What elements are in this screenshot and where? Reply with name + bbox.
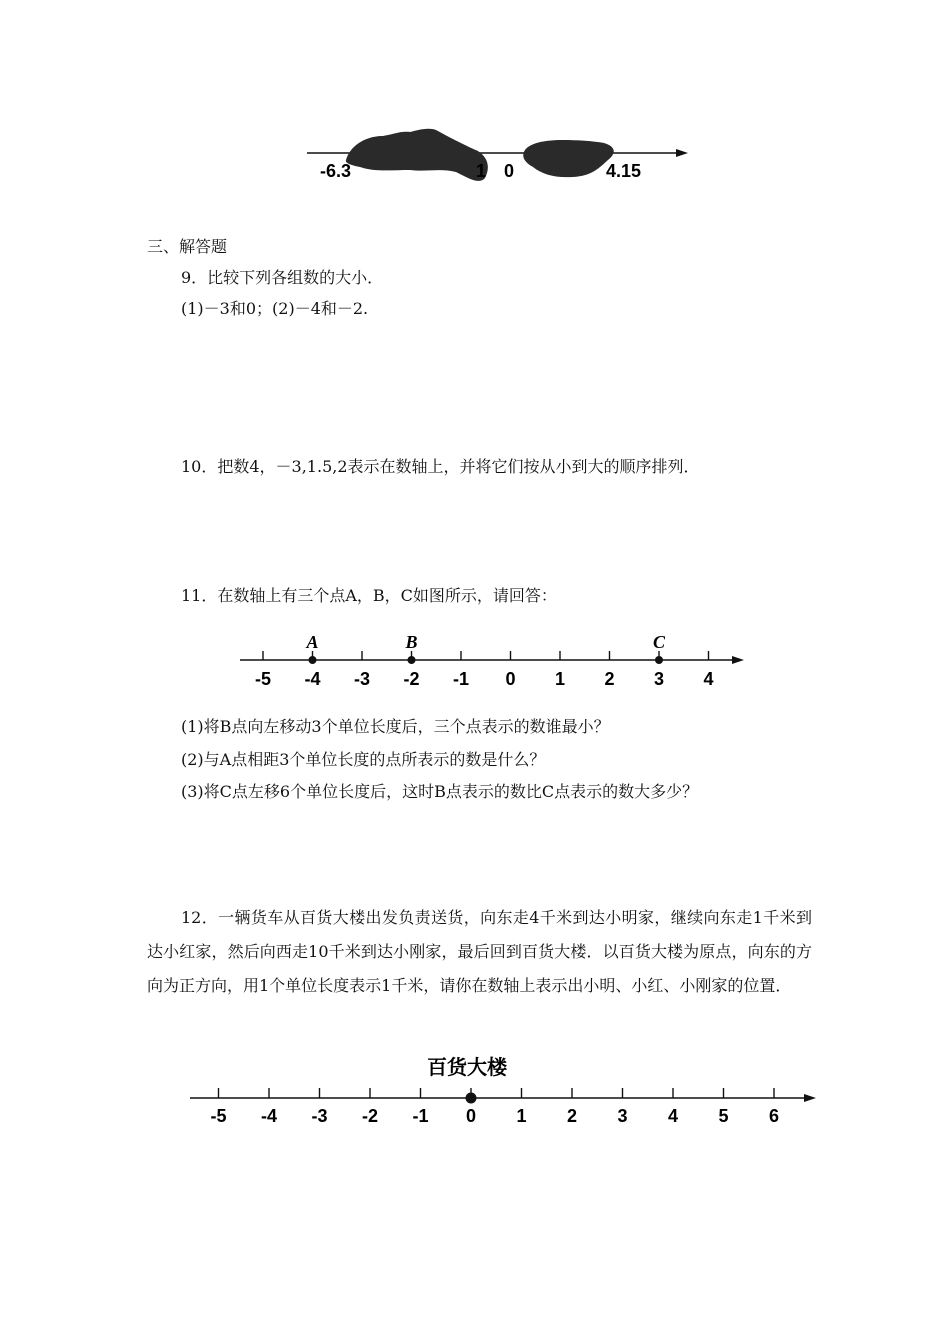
q12-tick-label: 2 bbox=[566, 1106, 578, 1126]
fig1-label-0: 0 bbox=[504, 161, 515, 181]
q11-point-label-b: B bbox=[405, 632, 418, 652]
q12-tick-label: -4 bbox=[260, 1106, 278, 1126]
fig1-label-neg6-3: -6.3 bbox=[320, 161, 352, 181]
q11-tick-label: -2 bbox=[403, 669, 420, 689]
q12-tick-label: -1 bbox=[412, 1106, 429, 1126]
q12-tick-label: 5 bbox=[718, 1106, 729, 1126]
q12-tick-label: 4 bbox=[667, 1106, 679, 1126]
q11-tick-label: -5 bbox=[254, 669, 272, 689]
q11-tick-label: 4 bbox=[703, 669, 714, 689]
q11-sub3: (3)将C点左移6个单位长度后，这时B点表示的数比C点表示的数大多少？ bbox=[181, 782, 699, 801]
q9-body: (1)－3和0；(2)－4和－2. bbox=[181, 299, 369, 318]
q12-tick-label: -5 bbox=[210, 1106, 227, 1126]
q12-tick-label: -3 bbox=[311, 1106, 328, 1126]
q12-tick-label: 1 bbox=[516, 1106, 527, 1126]
q12-text: 12．一辆货车从百货大楼出发负责送货，向东走4千米到达小明家，继续向东走1千米到达小红家，然后向西走10千米到达小刚家，最后回到百货大楼．以百货大楼为原点，向东的方向为正方向，用1个单位长度表示1千米，请你在数轴上表示出小明、小红、小刚家的位置． bbox=[147, 908, 812, 995]
q11-tick-label: -4 bbox=[304, 669, 321, 689]
q11-sub1: (1)将B点向左移动3个单位长度后，三个点表示的数谁最小？ bbox=[181, 717, 610, 736]
q11-tick-label: 1 bbox=[554, 669, 566, 689]
fig1-label-4-15: 4.15 bbox=[606, 161, 642, 181]
q12-tick-label: 0 bbox=[465, 1106, 477, 1126]
q12-origin-label: 百货大楼 bbox=[427, 1055, 507, 1079]
q11-sub2: (2)与A点相距3个单位长度的点所表示的数是什么？ bbox=[181, 750, 546, 769]
q11-point-label-a: A bbox=[306, 632, 319, 652]
q11-tick-label: -1 bbox=[452, 669, 470, 689]
q11-tick-label: 2 bbox=[604, 669, 615, 689]
q10-text: 10．把数4，－3,1.5,2表示在数轴上，并将它们按从小到大的顺序排列． bbox=[181, 457, 700, 476]
q12-axis-arrow bbox=[804, 1094, 816, 1102]
q9-title: 9．比较下列各组数的大小． bbox=[181, 268, 384, 287]
q12-ticks bbox=[210, 1088, 779, 1126]
q11-tick-label: 3 bbox=[653, 669, 665, 689]
section-title: 三、解答题 bbox=[147, 237, 228, 256]
q11-tick-label: -3 bbox=[353, 669, 371, 689]
q12-tick-label: 3 bbox=[617, 1106, 628, 1126]
q12-tick-label: -2 bbox=[361, 1106, 379, 1126]
q11-point-label-c: C bbox=[652, 632, 666, 652]
q11-tick-label: 0 bbox=[505, 669, 516, 689]
q11-title: 11．在数轴上有三个点A，B，C如图所示，请回答： bbox=[181, 586, 557, 605]
q12-origin-dot bbox=[466, 1093, 477, 1104]
fig1-label-1: 1 bbox=[476, 161, 487, 181]
q12-tick-label: 6 bbox=[768, 1106, 780, 1126]
